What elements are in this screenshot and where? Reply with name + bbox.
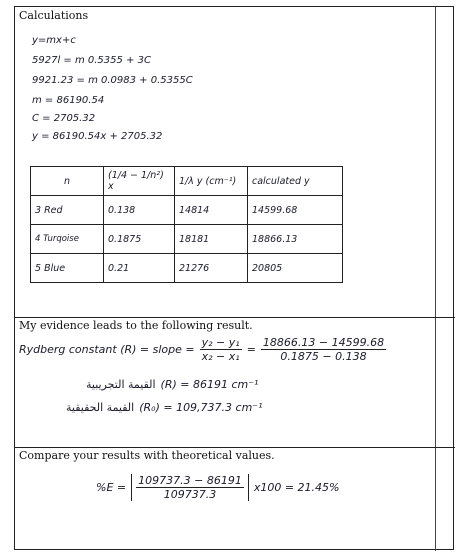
table-header-row xyxy=(31,167,343,196)
table-cell: 20805 xyxy=(248,254,343,283)
calculations-heading: Calculations xyxy=(19,9,89,22)
calc-denominator: 0.1875 − 0.138 xyxy=(280,350,367,363)
data-table xyxy=(30,166,343,283)
table-row xyxy=(31,225,343,254)
table-cell: 18866.13 xyxy=(248,225,343,254)
percent-error-result: x100 = 21.45% xyxy=(253,481,340,494)
rydberg-label: Rydberg constant (R) = slope = xyxy=(19,343,195,356)
section-divider xyxy=(15,447,455,448)
slope-denominator: x₂ − x₁ xyxy=(201,350,240,363)
section-divider xyxy=(15,317,455,318)
table-cell: 0.138 xyxy=(104,196,175,225)
table-cell: 3 Red xyxy=(31,196,104,225)
calc-numerator: 18866.13 − 14599.68 xyxy=(262,336,385,349)
real-result xyxy=(66,401,263,414)
table-cell: 14814 xyxy=(175,196,248,225)
percent-error-label: %E = xyxy=(96,481,127,494)
experimental-label-ar: القيمة التجريبية xyxy=(86,378,156,391)
real-label-ar: القيمة الحقيقية xyxy=(66,401,135,414)
table-cell: 4 Turqoise xyxy=(31,225,104,254)
calc-line: m = 86190.54 xyxy=(32,95,105,106)
absolute-value xyxy=(131,474,249,501)
right-margin-line xyxy=(435,7,436,551)
table-header-cell: n xyxy=(31,167,104,196)
calc-line: 9921.23 = m 0.0983 + 0.5355C xyxy=(32,75,193,86)
calc-line: y=mx+c xyxy=(32,35,76,46)
calc-line: y = 86190.54x + 2705.32 xyxy=(32,131,163,142)
evidence-heading: My evidence leads to the following result. xyxy=(19,319,253,332)
slope-numerator: y₂ − y₁ xyxy=(201,336,240,349)
error-denominator: 109737.3 xyxy=(163,488,217,501)
error-numerator: 109737.3 − 86191 xyxy=(138,474,242,487)
table-header-cell: (1/4 − 1/n²) x xyxy=(104,167,175,196)
calc-line: 5927l = m 0.5355 + 3C xyxy=(32,55,151,66)
calc-fraction xyxy=(261,336,386,363)
table-cell: 14599.68 xyxy=(248,196,343,225)
table-row xyxy=(31,196,343,225)
rydberg-equation xyxy=(19,336,386,363)
table-cell: 18181 xyxy=(175,225,248,254)
table-cell: 5 Blue xyxy=(31,254,104,283)
calc-line: C = 2705.32 xyxy=(32,113,96,124)
table-cell: 21276 xyxy=(175,254,248,283)
real-value: (R₀) = 109,737.3 cm⁻¹ xyxy=(139,401,263,414)
experimental-result xyxy=(86,378,258,391)
table-header-cell: calculated y xyxy=(248,167,343,196)
compare-heading: Compare your results with theoretical values. xyxy=(19,449,275,462)
experimental-value: (R) = 86191 cm⁻¹ xyxy=(160,378,259,391)
table-cell: 0.21 xyxy=(104,254,175,283)
slope-fraction xyxy=(200,336,242,363)
table-row xyxy=(31,254,343,283)
table-header-cell: 1/λ y (cm⁻¹) xyxy=(175,167,248,196)
table-cell: 0.1875 xyxy=(104,225,175,254)
error-fraction xyxy=(136,474,244,501)
percent-error-equation xyxy=(96,474,340,501)
equals-sign: = xyxy=(246,343,256,356)
